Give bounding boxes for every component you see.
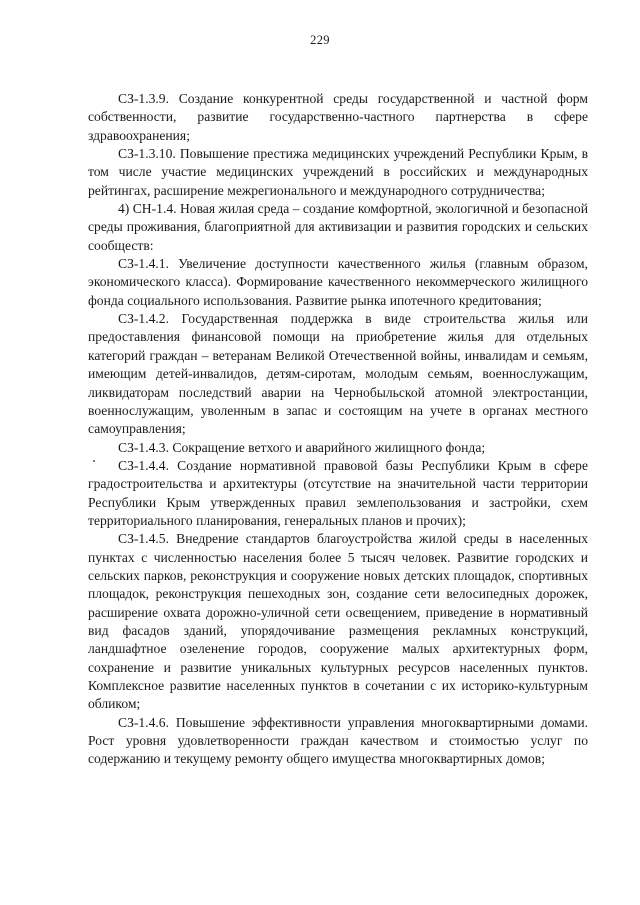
paragraph-sz-1-3-10: СЗ-1.3.10. Повышение престижа медицинских учреждений Республики Крым, в том числе участие медицинских учреждений в российских и международных рейтингах, расширение межрегионального и международного сотрудничества;	[88, 146, 588, 198]
paragraph-sn-1-4: 4) СН-1.4. Новая жилая среда – создание комфортной, экологичной и безопасной среды проживания, благоприятной для активизации и развития городских и сельских сообществ:	[88, 201, 588, 253]
paragraph-sz-1-4-4: СЗ-1.4.4. Создание нормативной правовой базы Республики Крым в сфере градостроительства и архитектуры (отсутствие на значительной части территории Республики Крым утвержденных правил землепользования и застройки, схем территориального планирования, генеральных планов и прочих);	[88, 457, 588, 528]
page-number: 229	[310, 33, 330, 47]
paragraph-sz-1-4-2: СЗ-1.4.2. Государственная поддержка в виде строительства жилья или предоставления финансовой помощи на приобретение жилья для отдельных категорий граждан – ветеранам Великой Отечественной войны, инвалидам и семьям, имеющим детей-инвалидов, детям-сиротам, молодым семьям, военнослужащим, ликвидаторам последствий аварии на Чернобыльской атомной электростанции, военнослужащим, уволенным в запас и состоящим на учете в органах местного самоуправления;	[88, 311, 588, 437]
paragraph-sz-1-4-5: СЗ-1.4.5. Внедрение стандартов благоустройства жилой среды в населенных пунктах с численностью населения более 5 тысяч человек. Развитие городских и сельских парков, реконструкция и сооружение новых детских площадок, спортивных площадок, реконструкция пешеходных зон, создание сети велосипедных дорожек, расширение охвата дорожно-уличной сети освещением, приведение в нормативный вид фасадов зданий, упорядочивание размещения рекламных конструкций, ландшафтное озеленение городов, сооружение малых архитектурных форм, сохранение и развитие уникальных культурных ресурсов населенных пунктов. Комплексное развитие населенных пунктов в сочетании с их историко-культурным обликом;	[88, 531, 588, 712]
paragraph-sz-1-3-9: СЗ-1.3.9. Создание конкурентной среды государственной и частной форм собственности, развитие государственно-частного партнерства в сфере здравоохранения;	[88, 91, 588, 143]
paragraph-sz-1-4-3: СЗ-1.4.3. Сокращение ветхого и аварийного жилищного фонда;	[118, 439, 486, 455]
document-body	[88, 90, 588, 769]
paragraph-sz-1-4-6: СЗ-1.4.6. Повышение эффективности управления многоквартирными домами. Рост уровня удовлетворенности граждан качеством и стоимостью услуг по содержанию и текущему ремонту общего имущества многоквартирных домов;	[88, 714, 588, 767]
paragraph-sz-1-4-1: СЗ-1.4.1. Увеличение доступности качественного жилья (главным образом, экономического класса). Формирование качественного некоммерческого жилищного фонда социального использования. Развитие рынка ипотечного кредитования;	[88, 256, 588, 308]
